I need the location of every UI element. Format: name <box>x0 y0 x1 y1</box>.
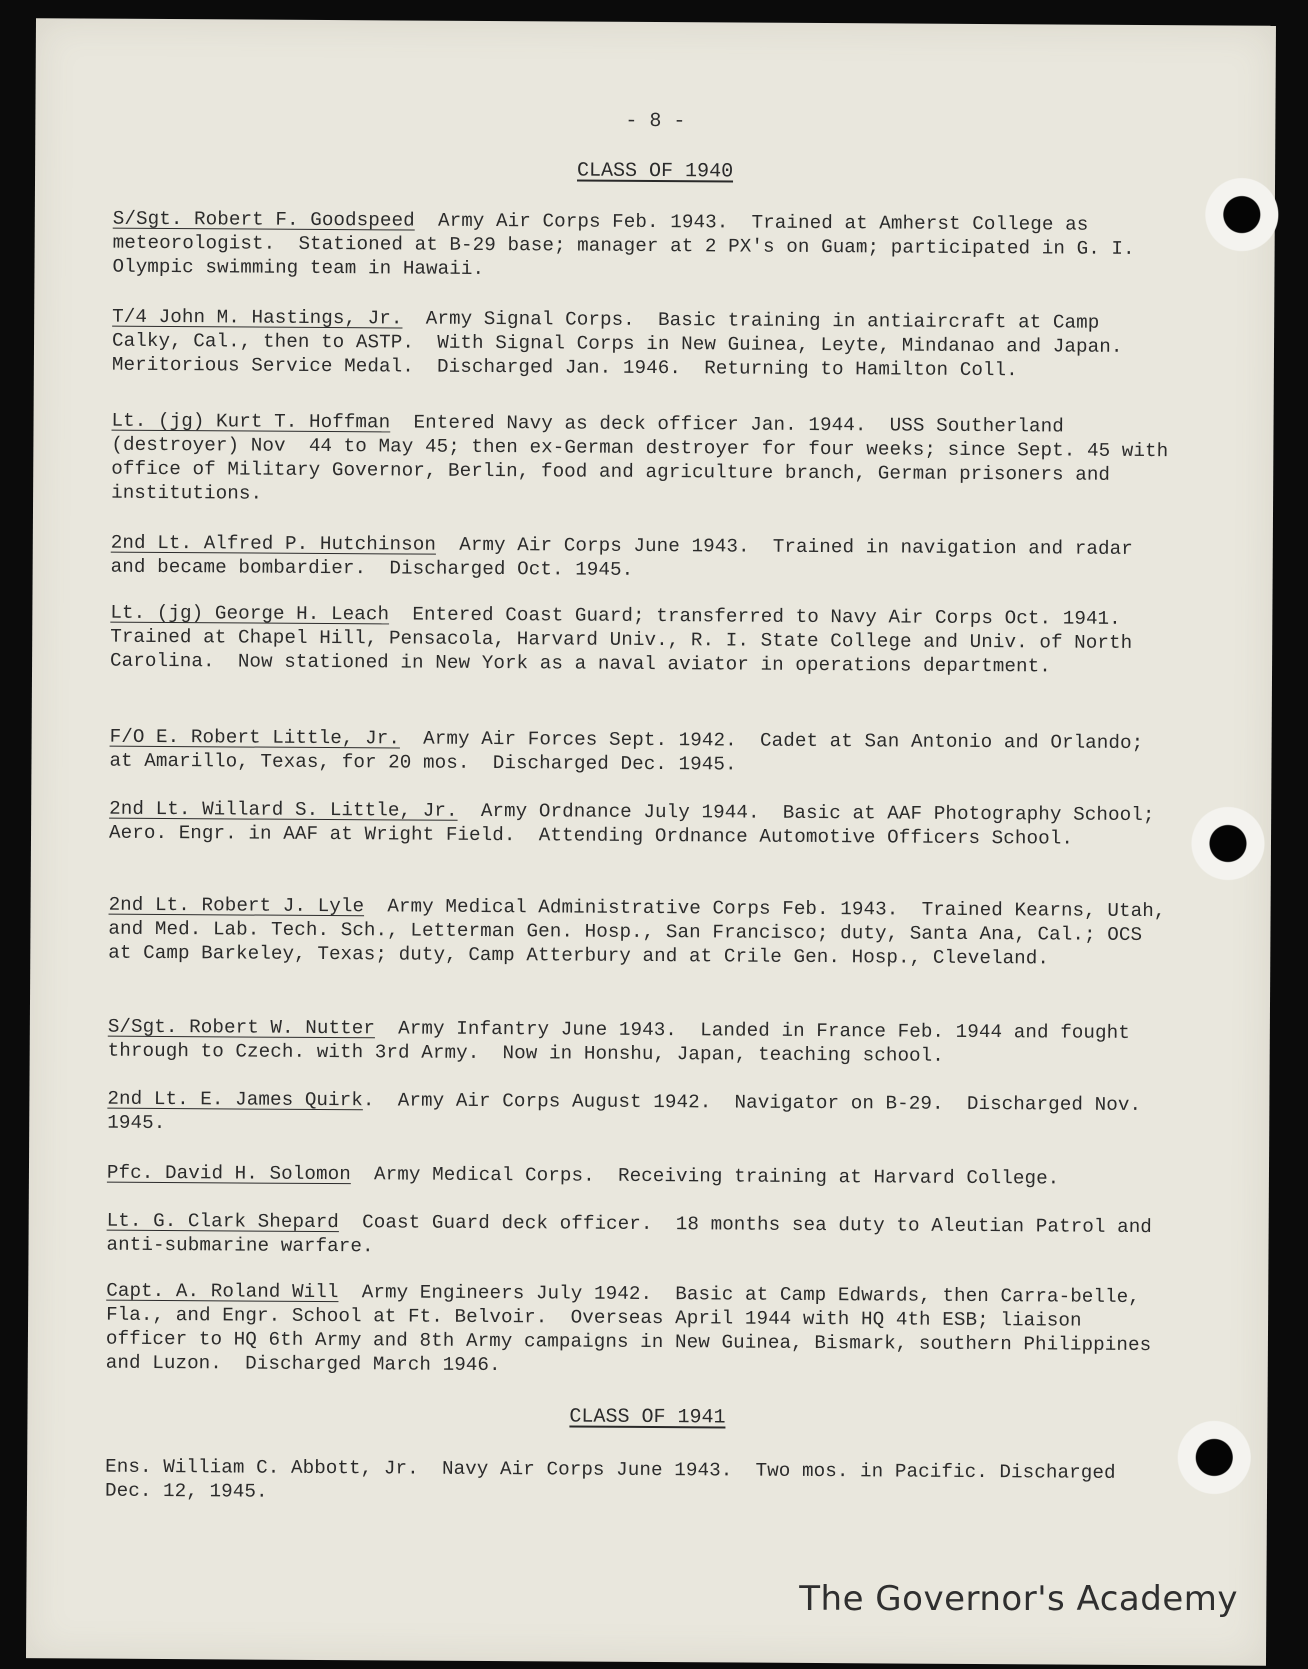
entry-hastings <box>112 305 1172 383</box>
entry-leach <box>110 601 1170 679</box>
entry-willard-little <box>109 797 1169 851</box>
entry-text: Coast Guard deck officer. 18 months sea duty to Aleutian Patrol and anti-submarine warfare. <box>106 1211 1164 1258</box>
entry-text: Army Medical Corps. Receiving training at Harvard College. <box>350 1163 1060 1190</box>
entry-shepard <box>106 1209 1166 1263</box>
entry-name: F/O E. Robert Little, Jr. <box>109 725 401 750</box>
watermark: The Governor's Academy <box>799 1579 1238 1619</box>
entry-text: Army Air Forces Sept. 1942. Cadet at San Antonio and Orlando; at Amarillo, Texas, for 20 mos. Discharged Dec. 1945. <box>109 727 1155 776</box>
entry-name: S/Sgt. Robert W. Nutter <box>107 1015 376 1040</box>
entry-text: Army Medical Administrative Corps Feb. 1943. Trained Kearns, Utah, and Med. Lab. Tech. Sch., Letterman Gen. Hosp., San Francisco; duty, Santa Ana, Cal.; OCS at Camp Barkeley, Texas; duty, Camp Atterbury and at Crile Gen. Hosp., Cleveland. <box>108 895 1178 970</box>
entry-solomon <box>107 1161 1167 1191</box>
entry-name: Lt. (jg) Kurt T. Hoffman <box>111 409 391 434</box>
entry-abbott <box>105 1455 1165 1509</box>
class-heading-1940 <box>35 156 1275 187</box>
page-number: - 8 - <box>625 109 686 134</box>
entry-text: Army Air Corps Feb. 1943. Trained at Amherst College as meteorologist. Stationed at B-29 base; manager at 2 PX's on Guam; participated in G. I. Olympic swimming team in Hawaii. <box>112 209 1147 280</box>
entry-robert-little <box>109 725 1169 779</box>
entry-name: Ens. William C. Abbott, Jr. <box>105 1455 419 1480</box>
entry-name: Capt. A. Roland Will <box>106 1279 339 1304</box>
entry-name: 2nd Lt. E. James Quirk <box>107 1087 364 1112</box>
entry-name: 2nd Lt. Robert J. Lyle <box>108 893 365 918</box>
entry-goodspeed <box>112 207 1172 285</box>
entry-name: S/Sgt. Robert F. Goodspeed <box>112 207 415 232</box>
entry-hoffman <box>111 409 1181 511</box>
entry-lyle <box>108 893 1178 971</box>
entry-will <box>106 1279 1167 1381</box>
entry-text: Army Air Corps June 1943. Trained in navigation and radar and became bombardier. Discharged Oct. 1945. <box>110 533 1145 581</box>
entry-text: Army Ordnance July 1944. Basic at AAF Photography School; Aero. Engr. in AAF at Wright Field. Attending Ordnance Automotive Officers School. <box>108 799 1167 850</box>
entry-name: T/4 John M. Hastings, Jr. <box>112 305 403 330</box>
entry-quirk <box>107 1087 1167 1141</box>
punch-hole-top <box>1205 177 1279 251</box>
punch-hole-middle <box>1191 806 1265 880</box>
entry-nutter <box>108 1015 1168 1069</box>
entry-name: 2nd Lt. Alfred P. Hutchinson <box>110 531 437 556</box>
entry-text: Entered Navy as deck officer Jan. 1944. USS Southerland (destroyer) Nov 44 to May 45; then ex-German destroyer for four weeks; since Sept. 45 with office of Military Governor, Berlin, food and agriculture branch, German prisoners and institutions. <box>111 411 1181 505</box>
class-heading-1940-text: CLASS OF 1940 <box>577 159 734 184</box>
class-heading-1941-text: CLASS OF 1941 <box>569 1405 726 1430</box>
entry-name: Pfc. David H. Solomon <box>106 1161 351 1186</box>
entry-text: Army Signal Corps. Basic training in antiaircraft at Camp Calky, Cal., then to ASTP. With Signal Corps in New Guinea, Leyte, Mindanao and Japan. Meritorious Service Medal. Discharged Jan. 1946. Returning to Hamilton Coll. <box>111 307 1146 382</box>
entry-text: Army Engineers July 1942. Basic at Camp Edwards, then Carra-belle, Fla., and Engr. School at Ft. Belvoir. Overseas April 1944 with HQ 4th ESB; liaison officer to HQ 6th Army and 8th Army campaigns in New Guinea, Bismark, southern Philippines and Luzon. Discharged March 1946. <box>105 1281 1163 1377</box>
entry-hutchinson <box>111 531 1171 585</box>
entry-name: Lt. G. Clark Shepard <box>106 1209 340 1234</box>
entry-text: Army Infantry June 1943. Landed in France Feb. 1944 and fought through to Czech. with 3rd Army. Now in Honshu, Japan, teaching school. <box>107 1017 1142 1067</box>
entry-name: Lt. (jg) George H. Leach <box>110 601 390 626</box>
entry-text: Entered Coast Guard; transferred to Navy Air Corps Oct. 1941. Trained at Chapel Hill, Pensacola, Harvard Univ., R. I. State College and Univ. of North Carolina. Now stationed in New York as a naval aviator in operations department. <box>110 603 1145 678</box>
class-heading-1941 <box>27 1402 1267 1433</box>
entry-name: 2nd Lt. Willard S. Little, Jr. <box>109 797 458 822</box>
entry-text: . Army Air Corps August 1942. Navigator on B-29. Discharged Nov. 1945. <box>107 1089 1153 1135</box>
entry-text: Navy Air Corps June 1943. Two mos. in Pacific. Discharged Dec. 12, 1945. <box>104 1457 1128 1503</box>
document-page <box>26 18 1276 1666</box>
